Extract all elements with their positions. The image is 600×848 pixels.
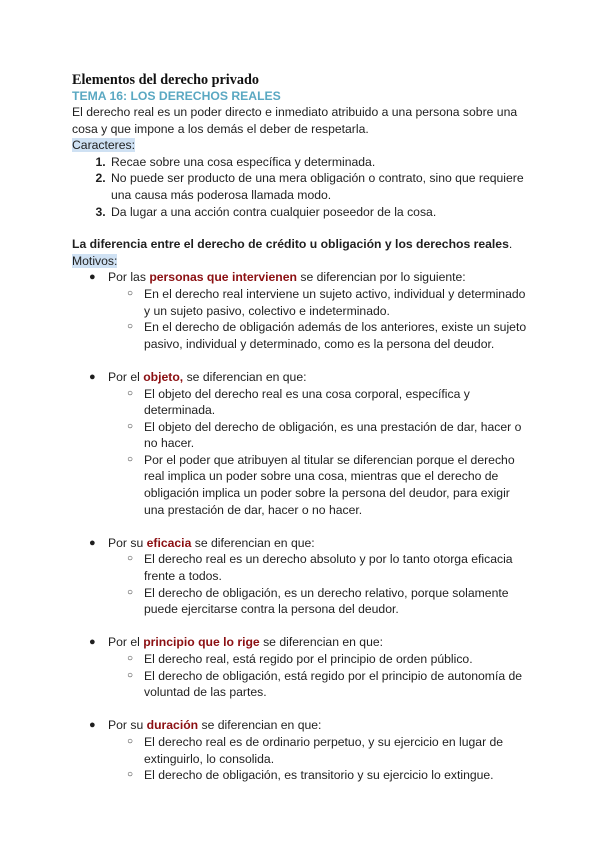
bullet-icon: ● bbox=[89, 719, 96, 732]
topic-subtitle: TEMA 16: LOS DERECHOS REALES bbox=[72, 89, 281, 103]
characteristic-item: 2. No puede ser producto de una mera obligación o contrato, sino que requiere una causa más poderosa llamada modo. bbox=[109, 170, 532, 203]
difference-heading-text: La diferencia entre el derecho de crédito u obligación y los derechos reales bbox=[72, 237, 509, 252]
motive-point bbox=[127, 286, 532, 319]
motive-point-text: El derecho de obligación, es transitorio y su ejercicio lo extingue. bbox=[144, 768, 494, 783]
motive-points bbox=[108, 551, 532, 617]
motive-point-text: En el derecho de obligación además de los anteriores, existe un sujeto pasivo, individual y determinado, como es la persona del deudor. bbox=[144, 320, 527, 351]
motive-prefix: Por su bbox=[108, 535, 147, 550]
circle-bullet-icon: ○ bbox=[127, 453, 134, 465]
motive-point-text: El derecho real, está regido por el principio de orden público. bbox=[144, 652, 473, 666]
motive-keyword: principio que lo rige bbox=[143, 635, 260, 650]
motive-keyword: personas que intervienen bbox=[149, 270, 297, 285]
bullet-icon: ● bbox=[89, 271, 96, 284]
motive-points bbox=[108, 734, 532, 784]
motive-point bbox=[127, 734, 532, 767]
motive-item bbox=[89, 634, 532, 700]
circle-bullet-icon: ○ bbox=[127, 387, 134, 399]
motive-prefix: Por el bbox=[108, 369, 144, 384]
motive-item bbox=[89, 717, 532, 783]
motive-keyword: objeto, bbox=[143, 369, 184, 384]
bullet-icon: ● bbox=[89, 636, 96, 649]
circle-bullet-icon: ○ bbox=[127, 321, 134, 333]
circle-bullet-icon: ○ bbox=[127, 287, 134, 299]
motive-suffix: se diferencian en que: bbox=[259, 635, 384, 650]
motive-point-text: El derecho de obligación, es un derecho relativo, porque solamente puede ejercitarse contra la persona del deudor. bbox=[144, 585, 509, 617]
characteristic-item: 1. Recae sobre una cosa específica y determinada. bbox=[109, 154, 532, 171]
motive-point bbox=[127, 585, 532, 618]
difference-heading bbox=[72, 236, 532, 253]
motive-points bbox=[108, 651, 532, 701]
intro-paragraph: El derecho real es un poder directo e inmediato atribuido a una persona sobre una cosa y que impone a los demás el deber de respetarla. bbox=[72, 105, 518, 136]
motive-point-text: El derecho real es de ordinario perpetuo, y su ejercicio en lugar de extinguirlo, lo consolida. bbox=[144, 734, 504, 766]
motive-suffix: se diferencian en que: bbox=[183, 369, 307, 384]
motive-suffix: se diferencian por lo siguiente: bbox=[296, 270, 466, 285]
characteristics-label: Caracteres: bbox=[72, 138, 135, 153]
motive-point-text: En el derecho real interviene un sujeto activo, individual y determinado y un sujeto pasivo, colectivo e indeterminado. bbox=[144, 286, 526, 318]
motive-point-text: Por el poder que atribuyen al titular se diferencian porque el derecho real implica un poder sobre una cosa, mientras que el derecho de obligación implica un poder sobre la persona del deudor, para exigir una prestación de dar, hacer o no hacer. bbox=[144, 452, 515, 517]
motive-suffix: se diferencian en que: bbox=[191, 535, 315, 550]
motive-point bbox=[127, 668, 532, 701]
motive-item bbox=[89, 269, 532, 352]
motives-list bbox=[72, 269, 532, 783]
bullet-icon: ● bbox=[89, 536, 96, 549]
motive-point bbox=[127, 767, 532, 784]
bullet-icon: ● bbox=[89, 370, 96, 383]
motive-point bbox=[127, 651, 532, 668]
motive-point bbox=[127, 452, 532, 518]
circle-bullet-icon: ○ bbox=[127, 586, 134, 598]
motive-prefix: Por el bbox=[108, 635, 144, 650]
circle-bullet-icon: ○ bbox=[127, 735, 134, 747]
motive-point bbox=[127, 551, 532, 584]
circle-bullet-icon: ○ bbox=[127, 769, 134, 781]
motive-point-text: El derecho real es un derecho absoluto y por lo tanto otorga eficacia frente a todos. bbox=[144, 552, 513, 584]
motive-keyword: duración bbox=[146, 718, 199, 733]
circle-bullet-icon: ○ bbox=[127, 653, 134, 664]
motive-prefix: Por su bbox=[108, 718, 147, 733]
motive-keyword: eficacia bbox=[146, 535, 192, 550]
motive-point-text: El objeto del derecho de obligación, es una prestación de dar, hacer o no hacer. bbox=[144, 419, 522, 451]
motive-prefix: Por las bbox=[108, 270, 150, 285]
document-title: Elementos del derecho privado bbox=[72, 72, 259, 88]
motive-point bbox=[127, 386, 532, 419]
circle-bullet-icon: ○ bbox=[127, 553, 134, 565]
motive-item bbox=[89, 535, 532, 618]
characteristic-item: 3. Da lugar a una acción contra cualquier poseedor de la cosa. bbox=[109, 204, 532, 221]
circle-bullet-icon: ○ bbox=[127, 669, 134, 681]
motive-item bbox=[89, 369, 532, 518]
motives-label-line bbox=[72, 253, 532, 270]
motive-point bbox=[127, 419, 532, 452]
circle-bullet-icon: ○ bbox=[127, 420, 134, 432]
motive-point-text: El objeto del derecho real es una cosa corporal, específica y determinada. bbox=[144, 386, 470, 418]
document-page bbox=[72, 72, 532, 784]
characteristics-label-line bbox=[72, 137, 532, 154]
motive-point bbox=[127, 319, 532, 352]
difference-heading-end: . bbox=[508, 237, 513, 252]
motive-point-text: El derecho de obligación, está regido por el principio de autonomía de voluntad de las partes. bbox=[144, 668, 523, 700]
motive-points bbox=[108, 286, 532, 352]
motive-suffix: se diferencian en que: bbox=[198, 718, 322, 733]
characteristics-list bbox=[72, 154, 532, 220]
motives-label: Motivos: bbox=[72, 253, 118, 268]
motive-points bbox=[108, 386, 532, 519]
